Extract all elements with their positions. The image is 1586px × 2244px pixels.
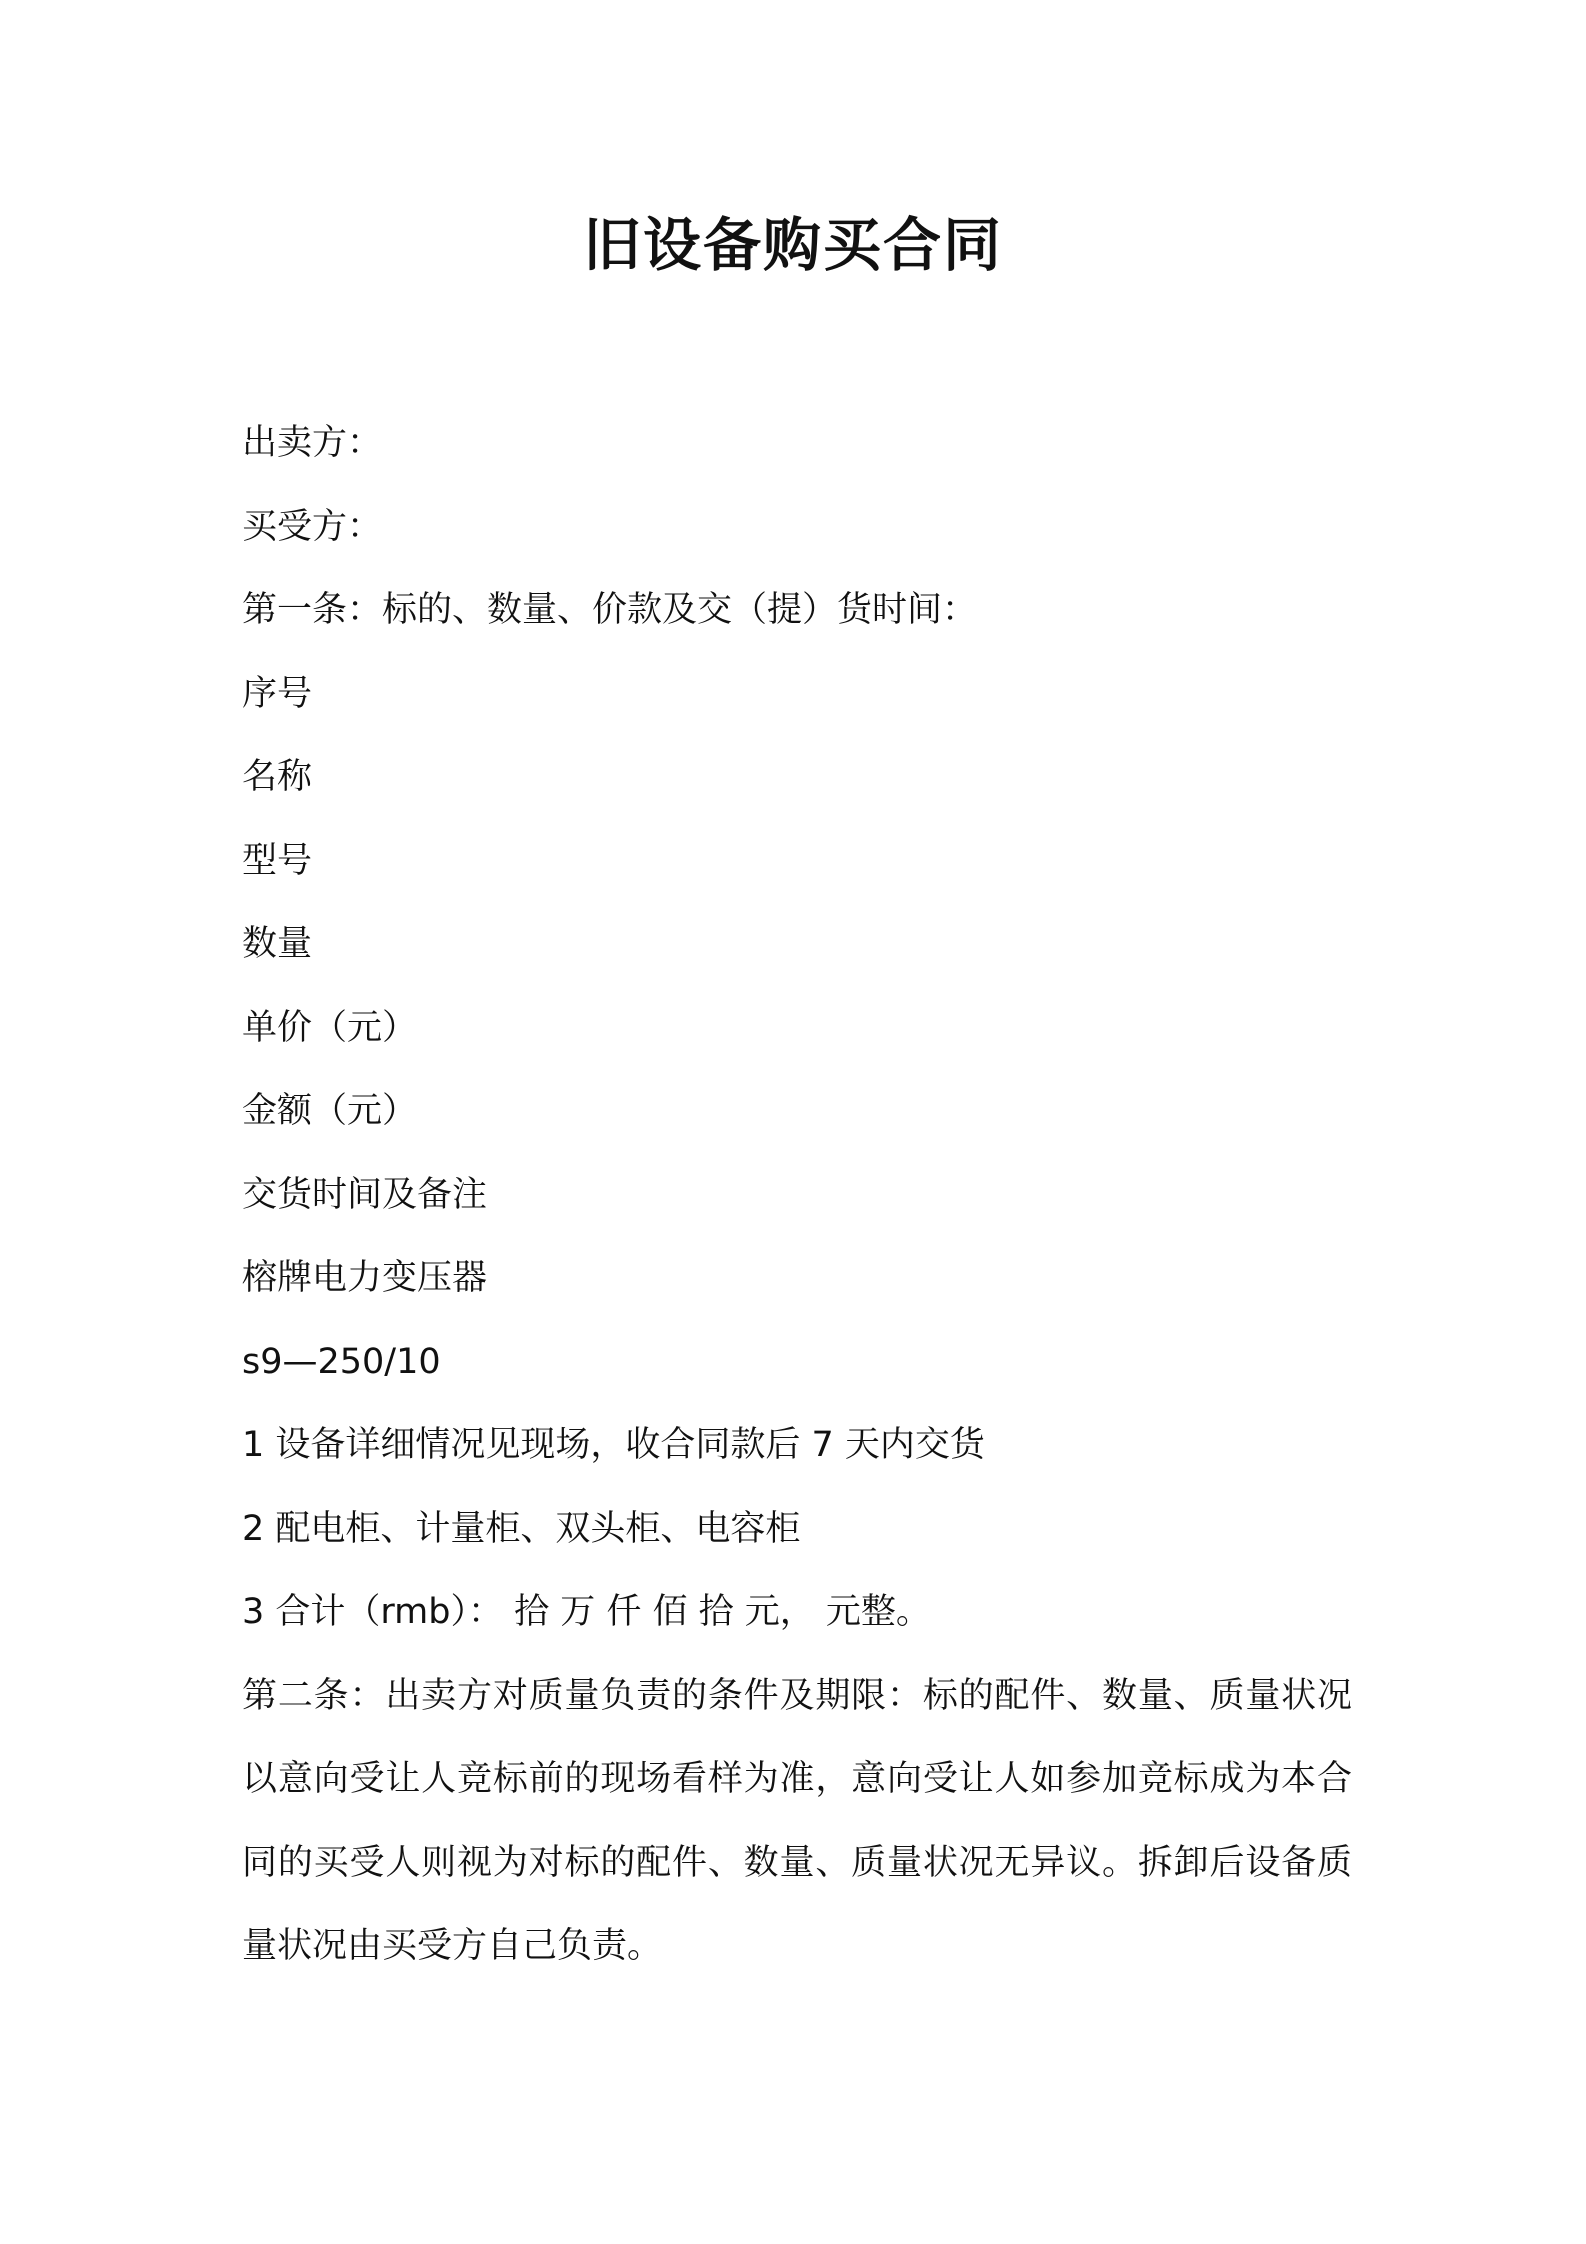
item-model: s9—250/10 [242, 1341, 441, 1382]
column-serial: 序号 [242, 673, 313, 714]
row-2: 2 配电柜、计量柜、双头柜、电容柜 [242, 1508, 801, 1549]
column-model: 型号 [242, 840, 313, 881]
article1-heading: 第一条：标的、数量、价款及交（提）货时间： [242, 590, 978, 630]
column-unit-price: 单价（元） [242, 1007, 418, 1048]
row-1: 1 设备详细情况见现场，收合同款后 7 天内交货 [242, 1425, 985, 1465]
column-amount: 金额（元） [242, 1091, 418, 1131]
item-name: 榕牌电力变压器 [242, 1258, 488, 1298]
document-body [242, 402, 1352, 1989]
buyer-label: 买受方： [242, 506, 383, 547]
article2-paragraph: 第二条：出卖方对质量负责的条件及期限：标的配件、数量、质量状况以意向受让人竞标前的现场看样为准，意向受让人如参加竞标成为本合同的买受人则视为对标的配件、数量、质量状况无异议。拆卸后设备质量状况由买受方自己负责。 [242, 1675, 1352, 1966]
column-delivery-notes: 交货时间及备注 [242, 1174, 488, 1215]
column-name: 名称 [242, 757, 313, 797]
seller-label: 出卖方： [242, 423, 383, 463]
column-quantity: 数量 [242, 924, 313, 964]
row-3-total: 3 合计（rmb）： 拾 万 仟 佰 拾 元， 元整。 [242, 1592, 931, 1632]
document-title: 旧设备购买合同 [582, 211, 1003, 279]
